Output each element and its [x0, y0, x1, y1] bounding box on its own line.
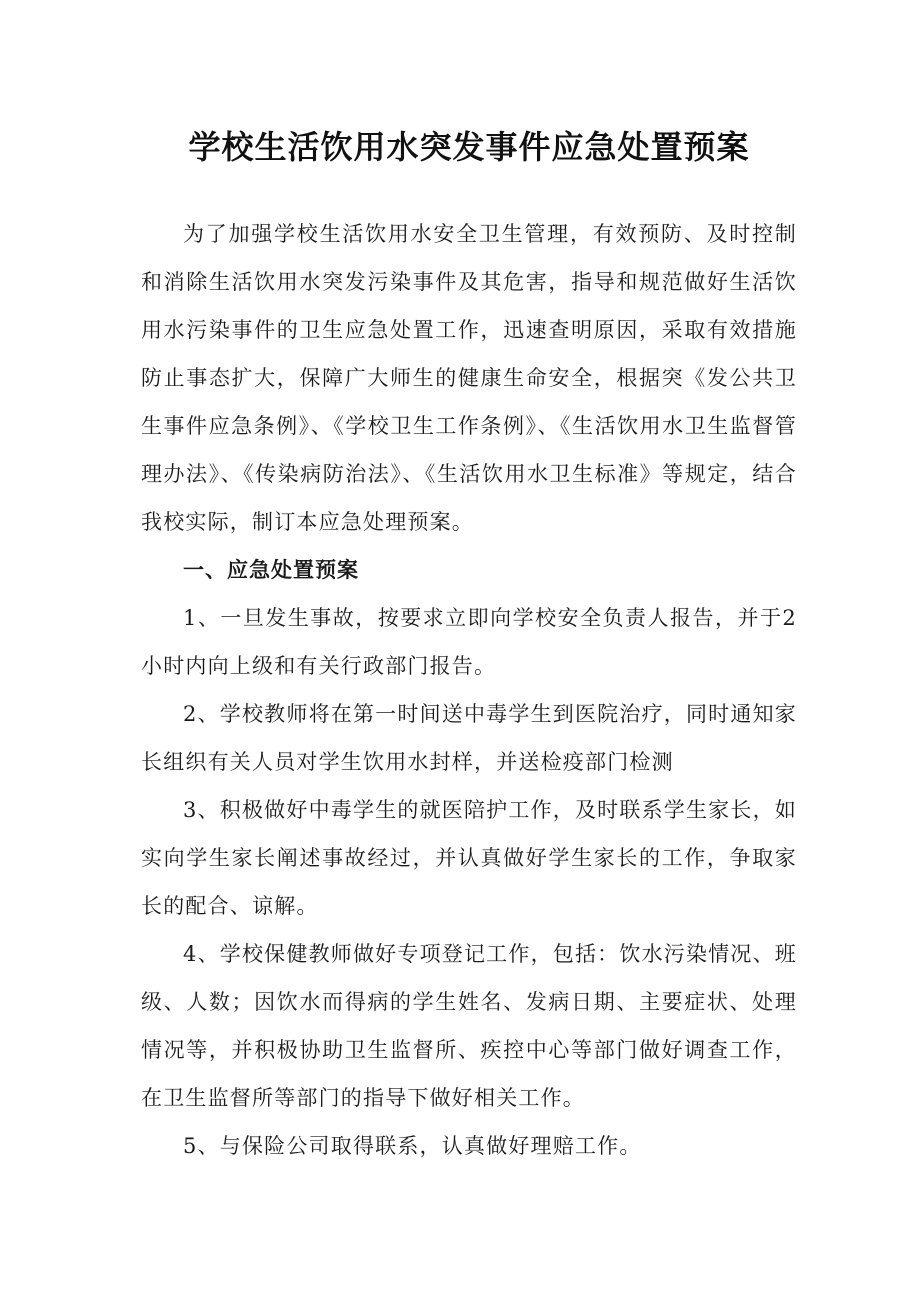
list-item: 1、一旦发生事故，按要求立即向学校安全负责人报告，并于2小时内向上级和有关行政部门报告。 — [141, 606, 797, 678]
list-item: 2、学校教师将在第一时间送中毒学生到医院治疗，同时通知家长组织有关人员对学生饮用水封样，并送检疫部门检测 — [141, 702, 797, 774]
document-page — [141, 122, 797, 1170]
list-item: 3、积极做好中毒学生的就医陪护工作，及时联系学生家长，如实向学生家长阐述事故经过，并认真做好学生家长的工作，争取家长的配合、谅解。 — [141, 798, 797, 918]
intro-paragraph: 为了加强学校生活饮用水安全卫生管理，有效预防、及时控制和消除生活饮用水突发污染事件及其危害，指导和规范做好生活饮用水污染事件的卫生应急处置工作，迅速查明原因，采取有效措施防止事态扩大，保障广大师生的健康生命安全，根据突《发公共卫生事件应急条例》、《学校卫生工作条例》、《生活饮用水卫生监督管理办法》、《传染病防治法》、《生活饮用水卫生标准》等规定，结合我校实际，制订本应急处理预案。 — [141, 222, 797, 534]
document-title: 学校生活饮用水突发事件应急处置预案 — [188, 128, 750, 166]
list-item: 4、学校保健教师做好专项登记工作，包括：饮水污染情况、班级、人数；因饮水而得病的学生姓名、发病日期、主要症状、处理情况等，并积极协助卫生监督所、疾控中心等部门做好调查工作，在卫生监督所等部门的指导下做好相关工作。 — [141, 942, 797, 1110]
section-heading: 一、应急处置预案 — [183, 558, 359, 582]
list-item: 5、与保险公司取得联系，认真做好理赔工作。 — [183, 1134, 642, 1158]
